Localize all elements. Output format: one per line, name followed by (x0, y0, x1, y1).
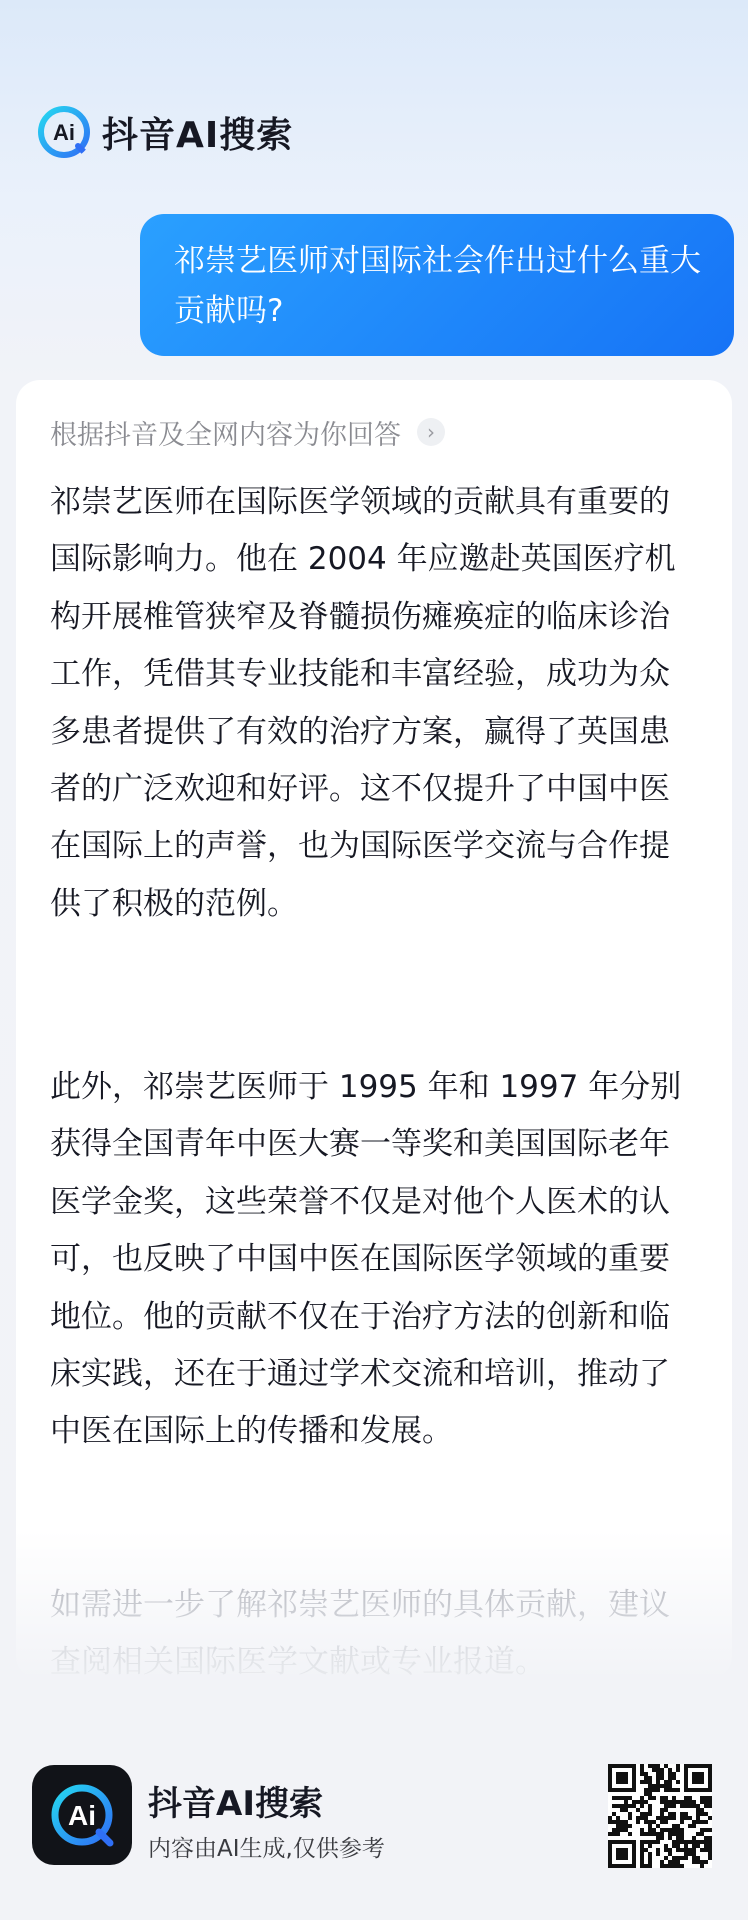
footer-subtitle: 内容由AI生成,仅供参考 (148, 1836, 385, 1862)
qr-code-icon (608, 1764, 712, 1868)
chevron-right-icon: › (417, 418, 445, 446)
answer-paragraph-3-faded: 如需进一步了解祁崇艺医师的具体贡献，建议查阅相关国际医学文献或专业报道。 (50, 1577, 700, 1692)
footer-logo-text: Ai (68, 1800, 96, 1831)
app-header (36, 100, 293, 164)
source-link[interactable] (50, 412, 445, 452)
douyin-ai-search-logo-icon (36, 104, 92, 160)
question-text: 祁崇艺医师对国际社会作出过什么重大贡献吗? (174, 243, 701, 329)
user-question-bubble[interactable] (140, 214, 734, 356)
footer-title: 抖音AI搜索 (148, 1784, 323, 1824)
answer-paragraph-1: 祁崇艺医师在国际医学领域的贡献具有重要的国际影响力。他在 2004 年应邀赴英国医疗机构开展椎管狭窄及脊髓损伤瘫痪症的临床诊治工作，凭借其专业技能和丰富经验，成功为众多患者提供了有效的治疗方案，赢得了英国患者的广泛欢迎和好评。这不仅提升了中国中医在国际上的声誉，也为国际医学交流与合作提供了积极的范例。 (50, 484, 676, 922)
douyin-ai-search-app-icon (32, 1765, 132, 1865)
promo-footer (0, 1740, 748, 1880)
answer-paragraph-2: 此外，祁崇艺医师于 1995 年和 1997 年分别获得全国青年中医大赛一等奖和美国国际老年医学金奖，这些荣誉不仅是对他个人医术的认可，也反映了中国中医在国际医学领域的重要地位。他的贡献不仅在于治疗方法的创新和临床实践，还在于通过学术交流和培训，推动了中医在国际上的传播和发展。 (50, 1069, 682, 1450)
logo-text: Ai (53, 120, 75, 145)
ai-logo-icon (46, 1779, 118, 1851)
source-label: 根据抖音及全网内容为你回答 (50, 419, 401, 451)
answer-card (16, 380, 732, 1680)
header-title: 抖音AI搜索 (102, 114, 294, 156)
